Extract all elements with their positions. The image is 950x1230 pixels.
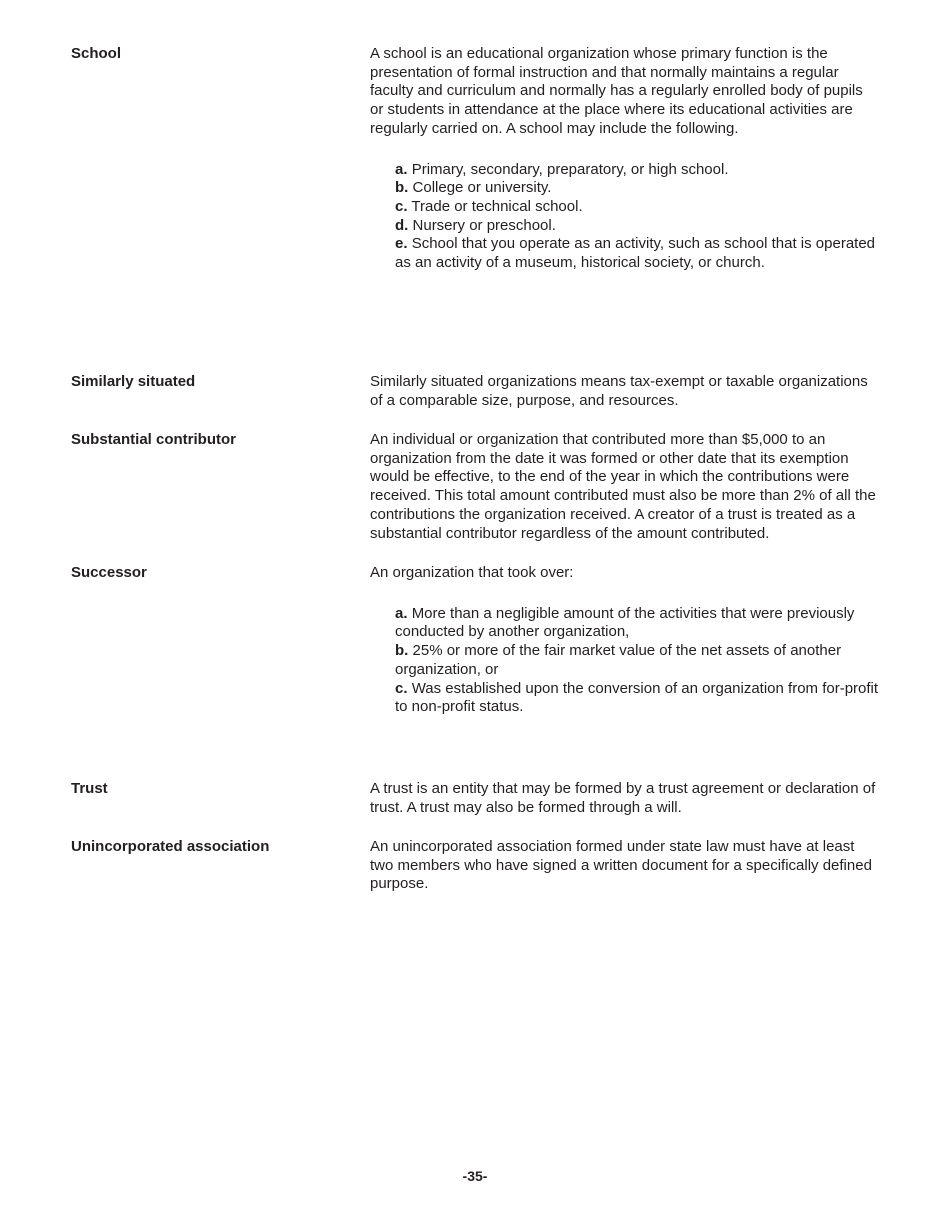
definition-list [370,161,880,273]
list-item [395,680,880,717]
definition-text: An unincorporated association formed under state law must have at least two members who have signed a written document for a specifically defined purpose. [370,838,872,893]
term-label: Successor [71,564,147,581]
definition [370,373,880,410]
list-item [395,161,880,180]
list-item-text: Nursery or preschool. [412,216,556,234]
list-item [395,235,880,272]
definition-text: A school is an educational organization whose primary function is the presentation of formal instruction and that normally maintains a regular faculty and curriculum and normally has a regularly enrolled body of pupils or students in attendance at the place where its educational activities are regularly carried on. A school may include the following. [370,45,863,137]
list-item-letter: c. [395,679,408,697]
list-item-text: College or university. [412,179,552,197]
definition-list [370,605,880,717]
term-label: Similarly situated [71,373,196,390]
definition-text: A trust is an entity that may be formed by a trust agreement or declaration of trust. A trust may also be formed through a will. [370,780,876,816]
list-item-text: 25% or more of the fair market value of the net assets of another organization, or [395,642,842,678]
list-item-letter: e. [395,235,408,253]
list-item [395,217,880,236]
list-item-letter: c. [395,197,408,215]
list-item-letter: b. [395,179,409,197]
term-label: School [71,45,122,62]
definition-text: An organization that took over: [370,564,574,581]
list-item-text: Was established upon the conversion of an organization from for-profit to non-profit status. [395,679,879,716]
page-number: -35- [462,1168,488,1184]
definition [370,564,880,717]
list-item [395,179,880,198]
list-item-letter: a. [395,604,408,622]
definition [370,431,880,543]
list-item-text: More than a negligible amount of the activities that were previously conducted by another organization, [395,604,855,641]
list-item [395,642,880,679]
list-item-letter: b. [395,642,409,660]
list-item-letter: d. [395,216,409,234]
list-item-text: Trade or technical school. [411,197,583,215]
definition [370,780,880,817]
term-label: Trust [71,780,108,797]
list-item-text: Primary, secondary, preparatory, or high school. [411,160,729,178]
definition-text: Similarly situated organizations means tax-exempt or taxable organizations of a comparable size, purpose, and resources. [370,373,868,409]
list-item [395,198,880,217]
list-item-letter: a. [395,160,408,178]
definition [370,45,880,273]
list-item [395,605,880,642]
list-item-text: School that you operate as an activity, such as school that is operated as an activity of a museum, historical society, or church. [395,235,876,272]
term-label: Unincorporated association [71,838,270,855]
definition [370,838,880,894]
definition-text: An individual or organization that contributed more than $5,000 to an organization from the date it was formed or other date that its exemption would be effective, to the end of the year in which the contributions were received. This total amount contributed must also be more than 2% of all the contributions the organization received. A creator of a trust is treated as a substantial contributor regardless of the amount contributed. [370,431,876,542]
term-label: Substantial contributor [71,431,236,448]
